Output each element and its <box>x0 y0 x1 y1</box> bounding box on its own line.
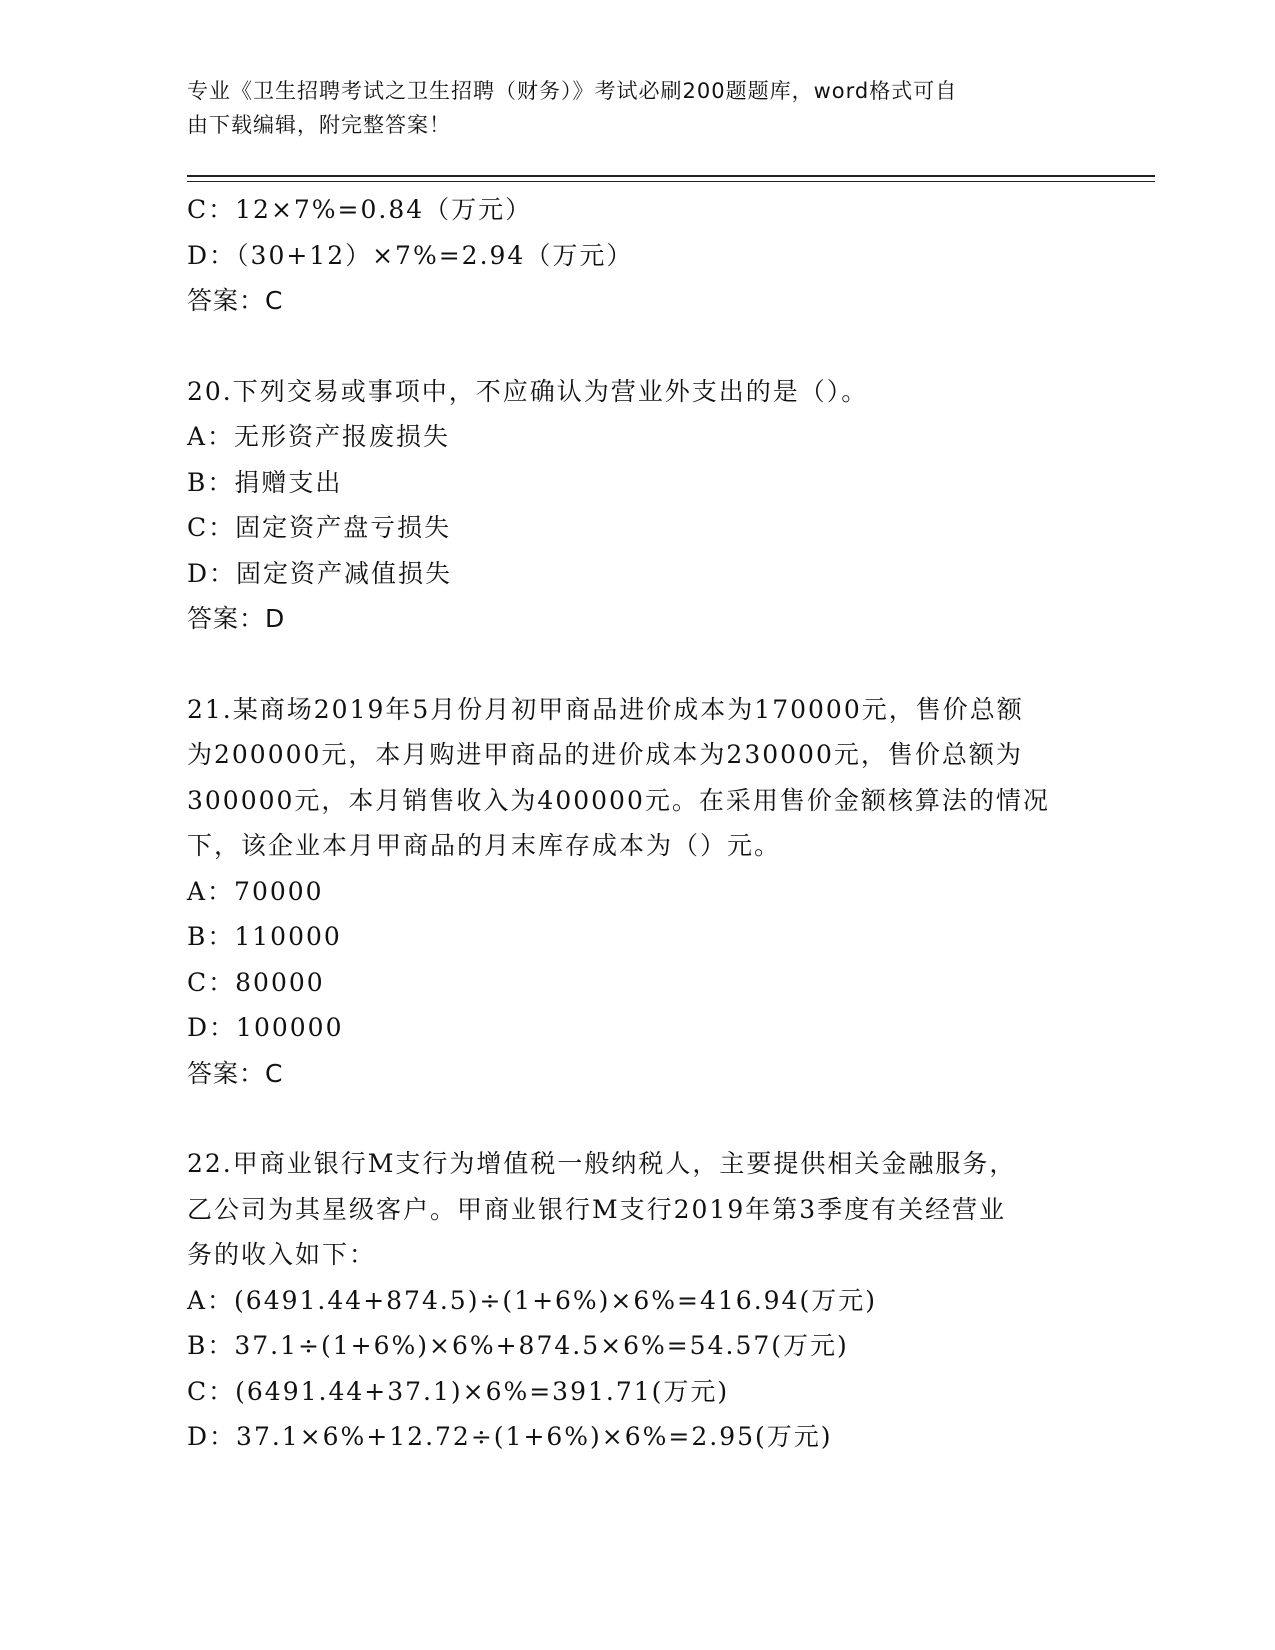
document-header <box>187 74 1067 142</box>
question-stem-line: 21.某商场2019年5月份月初甲商品进价成本为170000元，售价总额 <box>187 694 1024 724</box>
question-22 <box>187 1141 1087 1460</box>
document-body <box>187 187 1087 1460</box>
question-20 <box>187 369 1087 642</box>
option-c: C：80000 <box>187 967 325 997</box>
header-line-1: 专业《卫生招聘考试之卫生招聘（财务）》考试必刷200题题库，word格式可自 <box>187 79 958 103</box>
question-stem-line: 务的收入如下： <box>187 1240 377 1269</box>
question-stem-line: 22.甲商业银行M支行为增值税一般纳税人，主要提供相关金融服务， <box>187 1149 1017 1178</box>
header-line-2: 由下载编辑，附完整答案！ <box>187 113 451 137</box>
option-b: B：捐赠支出 <box>187 467 343 497</box>
option-a: A：70000 <box>187 876 324 906</box>
question-stem: 20.下列交易或事项中，不应确认为营业外支出的是（）。 <box>187 376 869 406</box>
question-stem-line: 为200000元，本月购进甲商品的进价成本为230000元，售价总额为 <box>187 740 1023 769</box>
option-d: D：37.1×6%+12.72÷(1+6%)×6%=2.95(万元) <box>187 1422 833 1451</box>
option-a: A：(6491.44+874.5)÷(1+6%)×6%=416.94(万元) <box>187 1285 877 1315</box>
option-c: C：(6491.44+37.1)×6%=391.71(万元) <box>187 1376 730 1406</box>
question-19-tail <box>187 187 1087 324</box>
header-rule-thin <box>187 181 1155 182</box>
option-d: D：固定资产减值损失 <box>187 558 453 588</box>
question-stem-line: 乙公司为其星级客户。甲商业银行M支行2019年第3季度有关经营业 <box>187 1194 1007 1224</box>
question-21 <box>187 687 1087 1097</box>
answer-line: 答案：C <box>187 286 284 315</box>
option-b: B：37.1÷(1+6%)×6%+874.5×6%=54.57(万元) <box>187 1331 849 1360</box>
header-rule-thick <box>187 175 1155 177</box>
answer-line: 答案：C <box>187 1058 284 1088</box>
question-stem-line: 下，该企业本月甲商品的月末库存成本为（）元。 <box>187 831 782 860</box>
question-stem-line: 300000元，本月销售收入为400000元。在采用售价金额核算法的情况 <box>187 785 1050 815</box>
option-c: C：固定资产盘亏损失 <box>187 513 452 542</box>
option-d: D：（30+12）×7%=2.94（万元） <box>187 240 634 270</box>
answer-line: 答案：D <box>187 604 286 633</box>
option-c: C：12×7%=0.84（万元） <box>187 195 533 224</box>
option-b: B：110000 <box>187 922 342 951</box>
option-d: D：100000 <box>187 1013 344 1042</box>
option-a: A：无形资产报废损失 <box>187 422 451 451</box>
